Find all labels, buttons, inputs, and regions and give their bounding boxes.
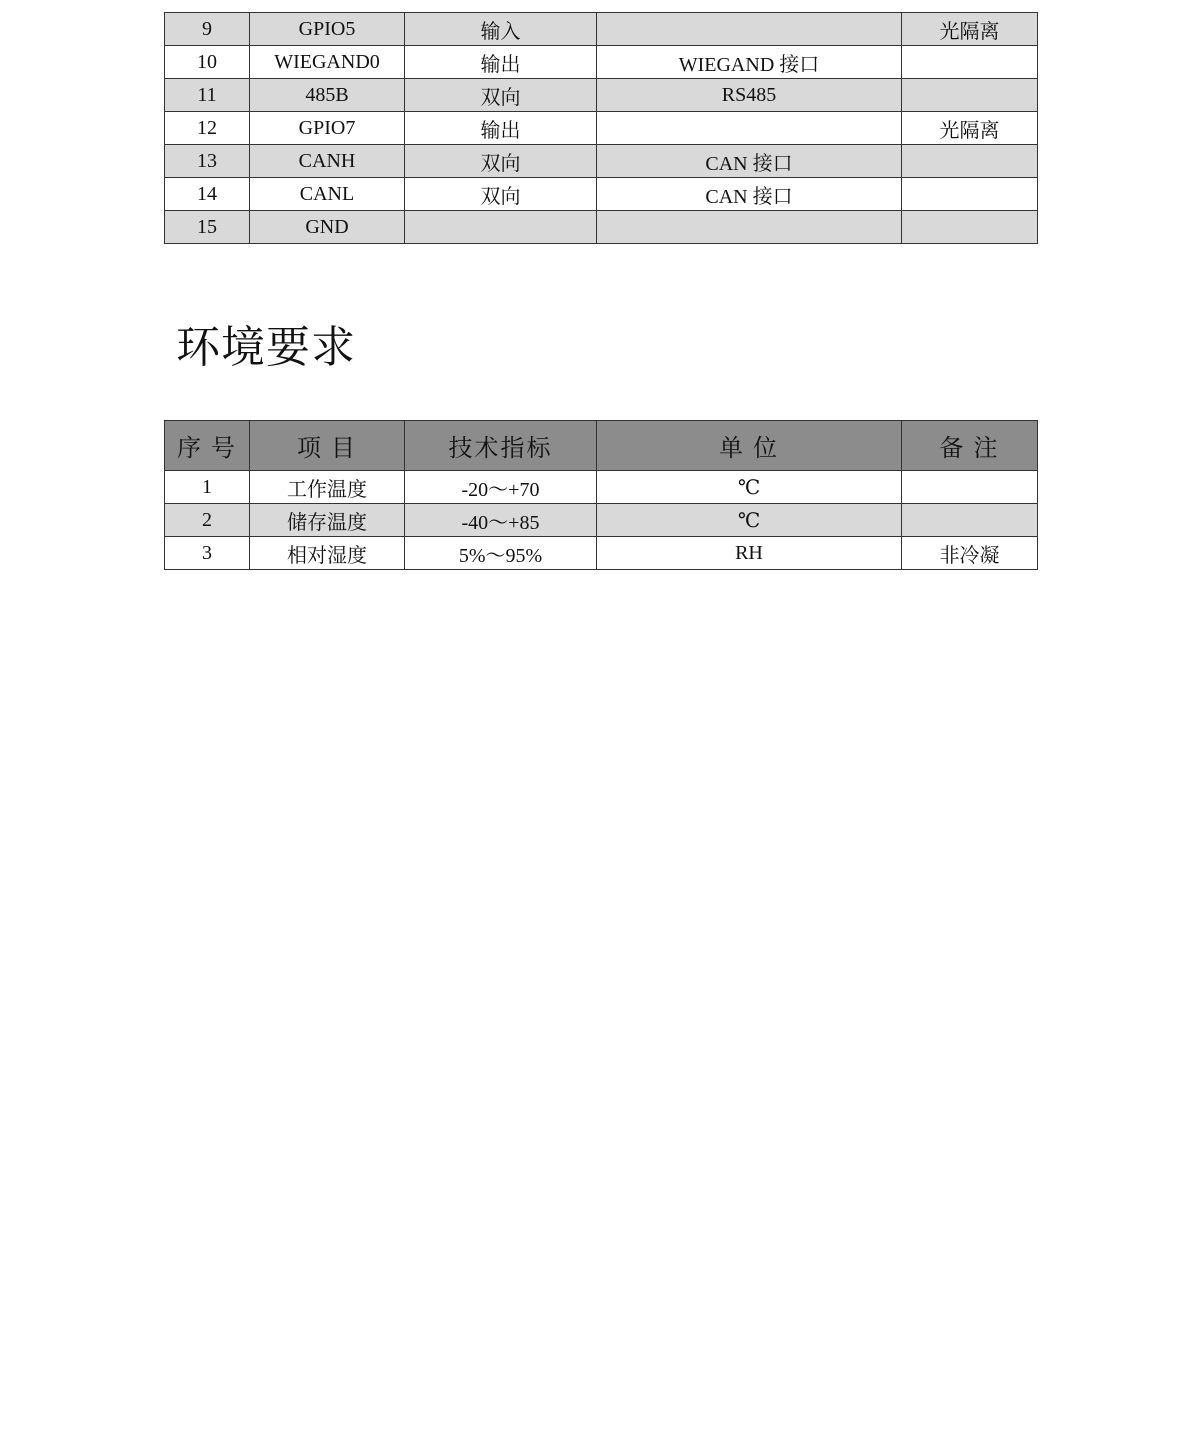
table-row bbox=[165, 79, 1038, 112]
table-row bbox=[165, 13, 1038, 46]
header-item: 项 目 bbox=[250, 421, 405, 471]
env-item: 相对湿度 bbox=[250, 537, 405, 570]
env-spec: 5%～95% bbox=[405, 537, 597, 570]
section-heading: 环境要求 bbox=[176, 322, 356, 373]
env-spec: -20～+70 bbox=[405, 471, 597, 504]
pin-name: WIEGAND0 bbox=[250, 46, 405, 79]
pin-number: 9 bbox=[165, 13, 250, 46]
pin-description: CAN 接口 bbox=[597, 178, 902, 211]
env-note bbox=[902, 504, 1038, 537]
header-spec: 技术指标 bbox=[405, 421, 597, 471]
env-item: 工作温度 bbox=[250, 471, 405, 504]
pin-name: GPIO7 bbox=[250, 112, 405, 145]
pin-description bbox=[597, 211, 902, 244]
pin-direction bbox=[405, 211, 597, 244]
table-row bbox=[165, 211, 1038, 244]
pin-number: 15 bbox=[165, 211, 250, 244]
pin-note bbox=[902, 211, 1038, 244]
pin-number: 12 bbox=[165, 112, 250, 145]
table-row bbox=[165, 46, 1038, 79]
header-note: 备 注 bbox=[902, 421, 1038, 471]
pin-note bbox=[902, 79, 1038, 112]
table-row bbox=[165, 112, 1038, 145]
env-note: 非冷凝 bbox=[902, 537, 1038, 570]
env-number: 3 bbox=[165, 537, 250, 570]
table-row bbox=[165, 537, 1038, 570]
pin-direction: 输出 bbox=[405, 112, 597, 145]
pin-direction: 双向 bbox=[405, 79, 597, 112]
pin-direction: 双向 bbox=[405, 145, 597, 178]
pin-note: 光隔离 bbox=[902, 112, 1038, 145]
env-number: 2 bbox=[165, 504, 250, 537]
environment-requirements-table bbox=[164, 420, 1038, 570]
pin-description: RS485 bbox=[597, 79, 902, 112]
env-unit: ℃ bbox=[597, 471, 902, 504]
pin-direction: 输入 bbox=[405, 13, 597, 46]
pin-description: WIEGAND 接口 bbox=[597, 46, 902, 79]
pin-name: CANL bbox=[250, 178, 405, 211]
pin-direction: 输出 bbox=[405, 46, 597, 79]
pin-description bbox=[597, 13, 902, 46]
header-number: 序 号 bbox=[165, 421, 250, 471]
env-note bbox=[902, 471, 1038, 504]
table-header-row bbox=[165, 421, 1038, 471]
header-unit: 单 位 bbox=[597, 421, 902, 471]
env-unit: ℃ bbox=[597, 504, 902, 537]
env-spec: -40～+85 bbox=[405, 504, 597, 537]
pin-definition-table bbox=[164, 12, 1038, 244]
table-row bbox=[165, 471, 1038, 504]
pin-name: 485B bbox=[250, 79, 405, 112]
pin-note bbox=[902, 145, 1038, 178]
pin-description bbox=[597, 112, 902, 145]
pin-note bbox=[902, 178, 1038, 211]
pin-name: GND bbox=[250, 211, 405, 244]
pin-note: 光隔离 bbox=[902, 13, 1038, 46]
pin-number: 13 bbox=[165, 145, 250, 178]
pin-number: 14 bbox=[165, 178, 250, 211]
env-number: 1 bbox=[165, 471, 250, 504]
pin-number: 11 bbox=[165, 79, 250, 112]
pin-name: GPIO5 bbox=[250, 13, 405, 46]
table-row bbox=[165, 504, 1038, 537]
env-unit: RH bbox=[597, 537, 902, 570]
table-row bbox=[165, 145, 1038, 178]
pin-number: 10 bbox=[165, 46, 250, 79]
pin-direction: 双向 bbox=[405, 178, 597, 211]
pin-note bbox=[902, 46, 1038, 79]
table-row bbox=[165, 178, 1038, 211]
pin-description: CAN 接口 bbox=[597, 145, 902, 178]
env-item: 储存温度 bbox=[250, 504, 405, 537]
pin-name: CANH bbox=[250, 145, 405, 178]
